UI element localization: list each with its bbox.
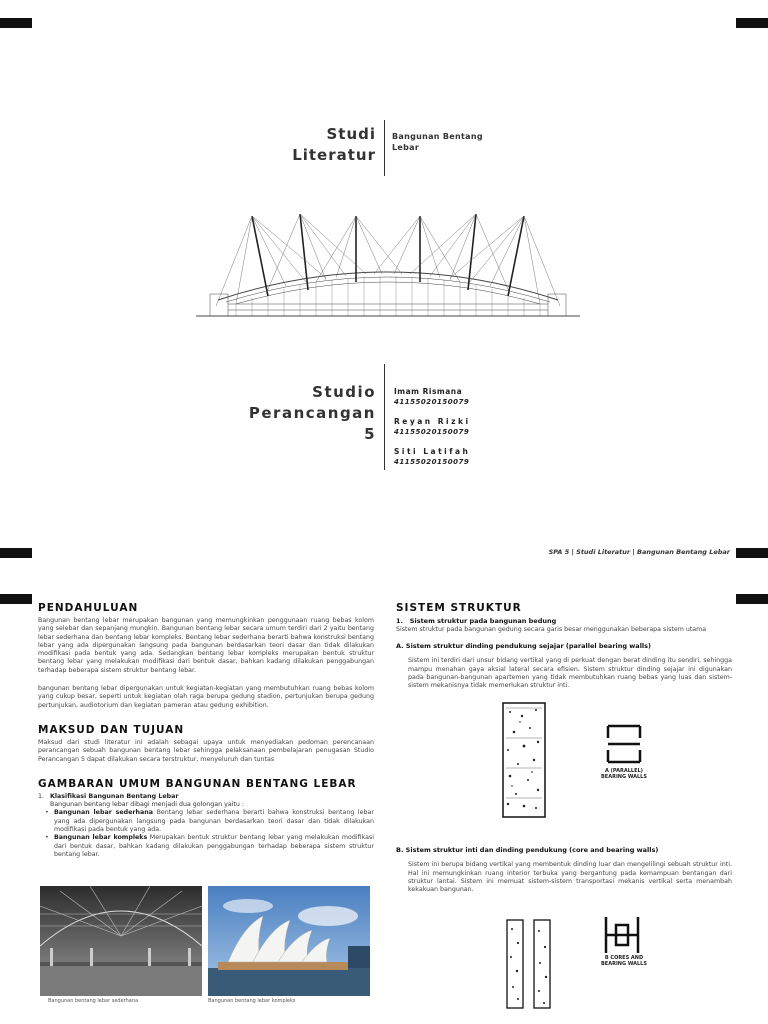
opera-house-photo [208,886,370,996]
photo-caption: Bangunan bentang lebar kompleks [208,998,296,1004]
cover-divider [384,120,385,176]
page-marker [0,594,32,604]
member-name: Reyan Rizki [394,417,471,426]
subsection-heading-a: A. Sistem struktur dinding pendukung sejajar (parallel bearing walls) [396,642,651,651]
list-item: 1. Klasifikasi Bangunan Bentang Lebar [38,792,179,800]
member-name: Imam Rismana [394,387,463,396]
team-member [394,446,471,467]
page-marker [736,594,768,604]
member-name: Siti Latifah [394,447,471,456]
team-divider [384,364,385,470]
list-intro: Bangunan bentang lebar dibagi menjadi dua golongan yaitu : [50,801,245,809]
photo-caption: Bangunan bentang lebar sederhana [48,998,139,1004]
page-marker [736,548,768,558]
section-heading-pendahuluan: PENDAHULUAN [38,602,139,614]
member-id: 41155020150079 [394,458,470,466]
page-marker [0,18,32,28]
left-column [38,602,374,859]
diagram-b [396,903,732,1003]
bullet-list [38,809,374,859]
subsection-heading: 1. Sistem struktur pada bangunan bedung [396,617,557,625]
paragraph: Bangunan bentang lebar merupakan bangunan yang memungkinkan penggunaan ruang bebas kolom yang selebar dan sepanjang mungkin. Bangunan bentang lebar secara umum terdiri dari 2 yaitu bentang lebar sederhana dan bentang lebar kompleks. Bentang lebar sederhana berarti bahwa konstruksi bentang lebar yang ada dipergunakan langsung pada bangunan berdasarkan teori dasar dan tidak dilakukan modifikasi pada bentuk yang ada. Sedangkan bentang lebar kompleks merupakan bentuk struktur bentang lebar yang melakukan modifikasi dari bentuk dasar, bahkan kadang dilakukan penggabungan terhadap beberapa sistem struktur bentang lebar. [38,617,374,674]
page-marker [0,548,32,558]
cover-subtitle: Bangunan Bentang Lebar [392,132,483,152]
core-wall-plan [604,915,640,955]
team-list [394,386,471,476]
section-heading-maksud: MAKSUD DAN TUJUAN [38,723,185,736]
member-id: 41155020150079 [394,428,470,436]
page-marker [736,18,768,28]
paragraph: Sistem ini terdiri dari unsur bidang vertikal yang di perkuat dengan berat dinding itu sendiri, sehingga mampu menahan gaya aksial lateral secara efisien. Sistem struktur dinding sejajar ini digunakan pada bangunan-bangunan apartemen yang tidak membutuhkan ruang bebas yang luas dan sistem-sistem mekanisnya tidak memerlukan struktur inti. [408,657,732,690]
paragraph: Sistem struktur pada bangunan gedung secara garis besar menggunakan beberapa sistem utama [396,626,707,633]
bullet-item: • Bangunan lebar kompleks Merupakan bentuk struktur bentang lebar yang melakukan modifikasi dari bentuk dasar, bahkan kadang dilakukan penggabungan terhadap beberapa sistem struktur bentang lebar. [54,834,374,859]
team-member [394,416,471,437]
bullet-item: • Bangunan lebar sederhana Bentang lebar sederhana berarti bahwa konstruksi bentang lebar yang ada dipergunakan langsung pada bangunan berdasarkan teori dasar dan tidak dilakukan modifikasi pada bentuk yang ada. [54,809,374,834]
section-heading-sistem-struktur: SISTEM STRUKTUR [396,602,522,614]
diagram-a-label: A (PARALLEL) BEARING WALLS [601,768,647,781]
photo-row [40,886,370,1006]
paragraph: Maksud dari studi literatur ini adalah sebagai upaya untuk menyediakan pedoman perencanaan perancangan sebuah bangunan bentang lebar sehingga pelaksanaan pembelajaran penugasan Studio Perancangan 5 dapat dilakukan secara terstruktur, menyeluruh dan tuntas [38,738,374,763]
studio-title: Studio Perancangan 5 [248,383,376,443]
paragraph: Sistem ini berupa bidang vertikal yang membentuk dinding luar dan mengelilingi sebuah struktur inti. Hal ini memungkinkan ruang interior terbuka yang bergantung pada kemampuan bentangan dari struktur lantai. Sistem ini memuat sistem-sistem transportasi mekanis vertikal serta menambah kekakuan bangunan. [408,861,732,894]
right-column [396,602,732,1003]
bearing-wall-plan [606,724,642,764]
page-footer: SPA 5 | Studi Literatur | Bangunan Bentang Lebar [548,548,730,556]
team-member [394,386,471,407]
content-page [0,560,768,1024]
core-wall-elevation [506,919,554,1009]
diagram-b-label: B CORES AND BEARING WALLS [601,954,647,967]
section-heading-gambaran: GAMBARAN UMUM BANGUNAN BENTANG LEBAR [38,777,357,790]
bearing-wall-elevation [502,702,546,818]
stadium-illustration [196,186,580,322]
cover-title: Studi Literatur [292,125,376,164]
paragraph: bangunan bentang lebar dipergunakan untuk kegiatan-kegiatan yang membutuhkan ruang bebas kolom yang cukup besar, seperti untuk kegiatan olah raga berupa gedung stadion, pertunjukan berupa gedung pertunjukan, audiotorium dan kegiatan pameran atau gedung exhibition. [38,685,374,709]
diagram-a [396,698,732,846]
member-id: 41155020150079 [394,398,470,406]
subsection-heading-b: B. Sistem struktur inti dan dinding pendukung (core and bearing walls) [396,846,659,855]
roof-structure-photo [40,886,202,996]
